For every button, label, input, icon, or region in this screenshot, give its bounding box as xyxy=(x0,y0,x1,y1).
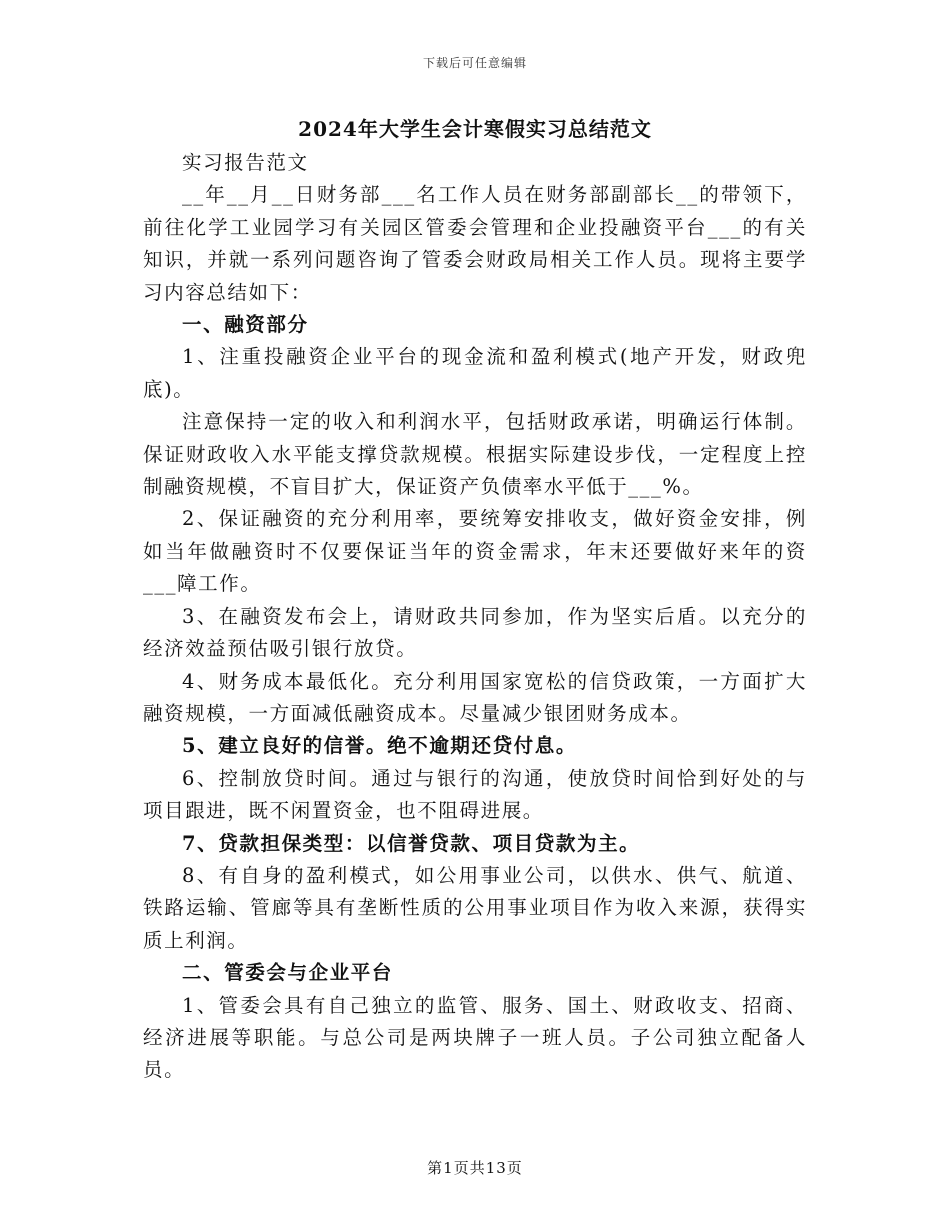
paragraph: 2、保证融资的充分利用率，要统筹安排收支，做好资金安排，例如当年做融资时不仅要保证当年的资金需求，年末还要做好来年的资___障工作。 xyxy=(143,507,807,596)
document-title: 2024年大学生会计寒假实习总结范文 xyxy=(298,117,652,141)
document-body xyxy=(143,147,807,1087)
section-heading: 一、融资部分 xyxy=(182,313,309,337)
paragraph: 6、控制放贷时间。通过与银行的沟通，使放贷时间恰到好处的与项目跟进，既不闲置资金，也不阻碍进展。 xyxy=(143,766,807,823)
paragraph: 1、注重投融资企业平台的现金流和盈利模式(地产开发，财政兜底)。 xyxy=(143,345,807,401)
paragraph: __年__月__日财务部___名工作人员在财务部副部长__的带领下，前往化学工业园学习有关园区管委会管理和企业投融资平台___的有关知识，并就一系列问题咨询了管委会财政局相关工作人员。现将主要学习内容总结如下： xyxy=(143,183,807,304)
section-heading: 二、管委会与企业平台 xyxy=(182,961,394,985)
bold-item: 5、建立良好的信誉。绝不逾期还贷付息。 xyxy=(182,734,577,758)
header-note: 下载后可任意编辑 xyxy=(422,56,527,70)
paragraph: 8、有自身的盈利模式，如公用事业公司，以供水、供气、航道、铁路运输、管廊等具有垄断性质的公用事业项目作为收入来源，获得实质上利润。 xyxy=(143,863,807,952)
paragraph: 注意保持一定的收入和利润水平，包括财政承诺，明确运行体制。保证财政收入水平能支撑贷款规模。根据实际建设步伐，一定程度上控制融资规模，不盲目扩大，保证资产负债率水平低于___%。 xyxy=(143,410,807,499)
paragraph: 4、财务成本最低化。充分利用国家宽松的信贷政策，一方面扩大融资规模，一方面减低融资成本。尽量减少银团财务成本。 xyxy=(143,669,807,725)
paragraph: 1、管委会具有自己独立的监管、服务、国土、财政收支、招商、经济进展等职能。与总公司是两块牌子一班人员。子公司独立配备人员。 xyxy=(143,993,807,1082)
paragraph: 实习报告范文 xyxy=(182,151,309,174)
page-number-footer: 第1页共13页 xyxy=(427,1159,523,1177)
bold-item: 7、贷款担保类型：以信誉贷款、项目贷款为主。 xyxy=(182,831,641,855)
paragraph: 3、在融资发布会上，请财政共同参加，作为坚实后盾。以充分的经济效益预估吸引银行放贷。 xyxy=(143,604,807,661)
